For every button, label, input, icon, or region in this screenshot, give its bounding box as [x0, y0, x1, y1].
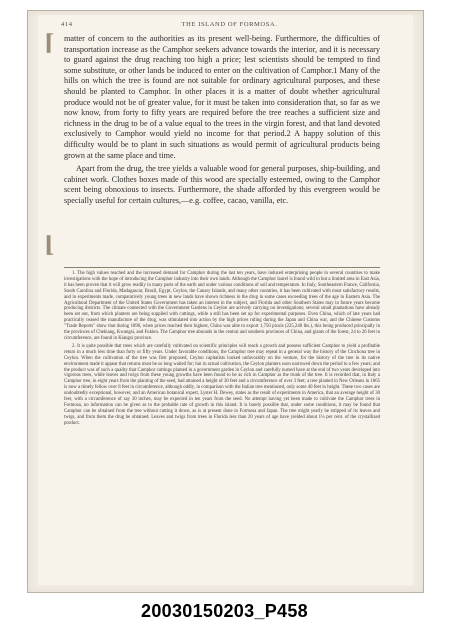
running-title: THE ISLAND OF FORMOSA.: [181, 21, 278, 28]
catalog-label: 20030150203_P458: [141, 601, 308, 621]
page-header: [61, 21, 398, 31]
body-paragraph-2: Apart from the drug, the tree yields a valuable wood for general purposes, ship-building, and cabinet work. Clothes boxes made of this wood are specially esteemed, owing to the Camphor scent being obnoxious to insects. Furthermore, the shade afforded by this evergreen would be specially useful for certain cultures,—e.g. coffee, cacao, vanilla, etc.: [64, 164, 380, 205]
page-number: 414: [61, 21, 73, 28]
body-paragraph-1: matter of concern to the authorities as its present well-being. Furthermore, the difficulties of transportation increase as the Camphor seekers advance towards the interior, and it is necessary to guard against the drug reaching too high a price; lest scientists should be tempted to find some substitute, or other lands be induced to enter on the cultivation of Camphor.1 Many of the hills on which the tree is found are not suitable for ordinary agricultural purposes, and these should be planted to Camphor. In other places it is a matter of doubt whether agricultural produce would not be of greater value, for it must be taken into consideration that, so far as we now know, from forty to fifty years are required before the tree reaches a sufficient size and richness in the drug to be of a value equal to the trees in the virgin forest, and that land devoted exclusively to Camphor would yield no income for that period.2 A happy solution of this difficulty would be to plant in such situations as would permit of agricultural products being grown at the same place and time.: [64, 34, 380, 160]
body-text: [64, 34, 380, 207]
footnote-rule: [64, 267, 380, 268]
footnotes: [64, 271, 380, 429]
footnote-1: 1. The high values reached and the increased demand for Camphor during the last ten years, have induced enterprising people in several countries to make investigations with the hope of introducing the Camphor industry into their own lands. Although the Camphor laurel is found wild in but a limited area in East Asia, it has been proven that it will grow readily in many parts of the earth and under various conditions of soil and temperature. In Italy, Southeastern France, California, South Carolina and Florida, Madagascar, Brazil, Egypt, Ceylon, the Canary Islands, and many other countries, it has been cultivated with most satisfactory results, and in experiments made, comparatively young trees in new lands have shown richness in the drug in some cases exceeding trees of the age in Eastern Asia. The Agricultural Department of the United States Government has taken an interest in the subject, and Florida and other Southern States may in future years become producing districts. The climate connected with the Government Gardens in Ceylon are actively carrying on investigations; several small plantations have already been set out, from which planters are being supplied with cuttings, while a still has been set up for experimental purposes. Even China, which of late years had practically ceased the manufacture of the drug, was stimulated into action by the high prices ruling during the Japan and China war, and the Chinese Customs "Trade Reports" show that during 1896, when prices reached their highest, China was able to export 1,750 piculs (225,240 lbs.), this being produced principally in the provinces of Chekiang, Kwangsi, and Fukien. The Camphor tree abounds in the central and southern provinces of China, and giants of the forest, 24 to 26 feet in circumference, are found in Kiangsi province.: [64, 271, 380, 341]
footnote-2: 2. It is quite possible that trees which are carefully cultivated on scientific principles will reach a growth and possess sufficient Camphor to yield a profitable return in a much less time than forty or fifty years. Under favorable conditions, the Camphor tree may repeat in a general way the history of the Cinchona tree in Ceylon. When the cultivation of the tree was first proposed, Ceylon capitalists looked unfavorably on the venture, for the history of the tree in its native environment made it appear that returns must be so long waited for; but in actual cultivation, the Ceylon planters soon narrowed down the period to a few years; and the product was of such a quality that Camphor cuttings planted in a government garden in Ceylon and carefully nursed have at the end of two years developed into vigorous trees, while leaves and twigs from these young growths have been found to be as rich in Camphor as the trunk of the tree. It is recorded that, in Italy a Camphor tree, in eight years from the planting of the seed, had attained a height of 30 feet and a circumference of over 3 feet; a tree planted in New Orleans in 1865 is now a timely fellow over 8 feet in circumference, although oddly, in comparison with the Italian tree mentioned, only some 40 feet in height. These two cases are undoubtedly exceptional, however, and an American botanical expert, Lyster H. Dewey, states as the result of experiments in America, that an average height of 30 feet, with a circumference of say 30 inches, may be expected in ten years from the seed. No attempt having yet been made to cultivate the Camphor trees in Formosa, no information can be given as to the probable rate of growth in this island. It is barely possible that, under some conditions, it may be found that Camphor can be obtained from the tree without cutting it down, as is at present done in Formosa and Japan. The tree might yearly be stripped of its leaves and twigs, and from them the drug be obtained. Leaves and twigs from trees in Florida less than 20 years of age have yielded about 1¼ per cent. of the crystallized product.: [64, 343, 380, 426]
margin-bracket-top: ⌈: [44, 30, 55, 55]
margin-bracket-bottom: ⌊: [44, 232, 55, 257]
